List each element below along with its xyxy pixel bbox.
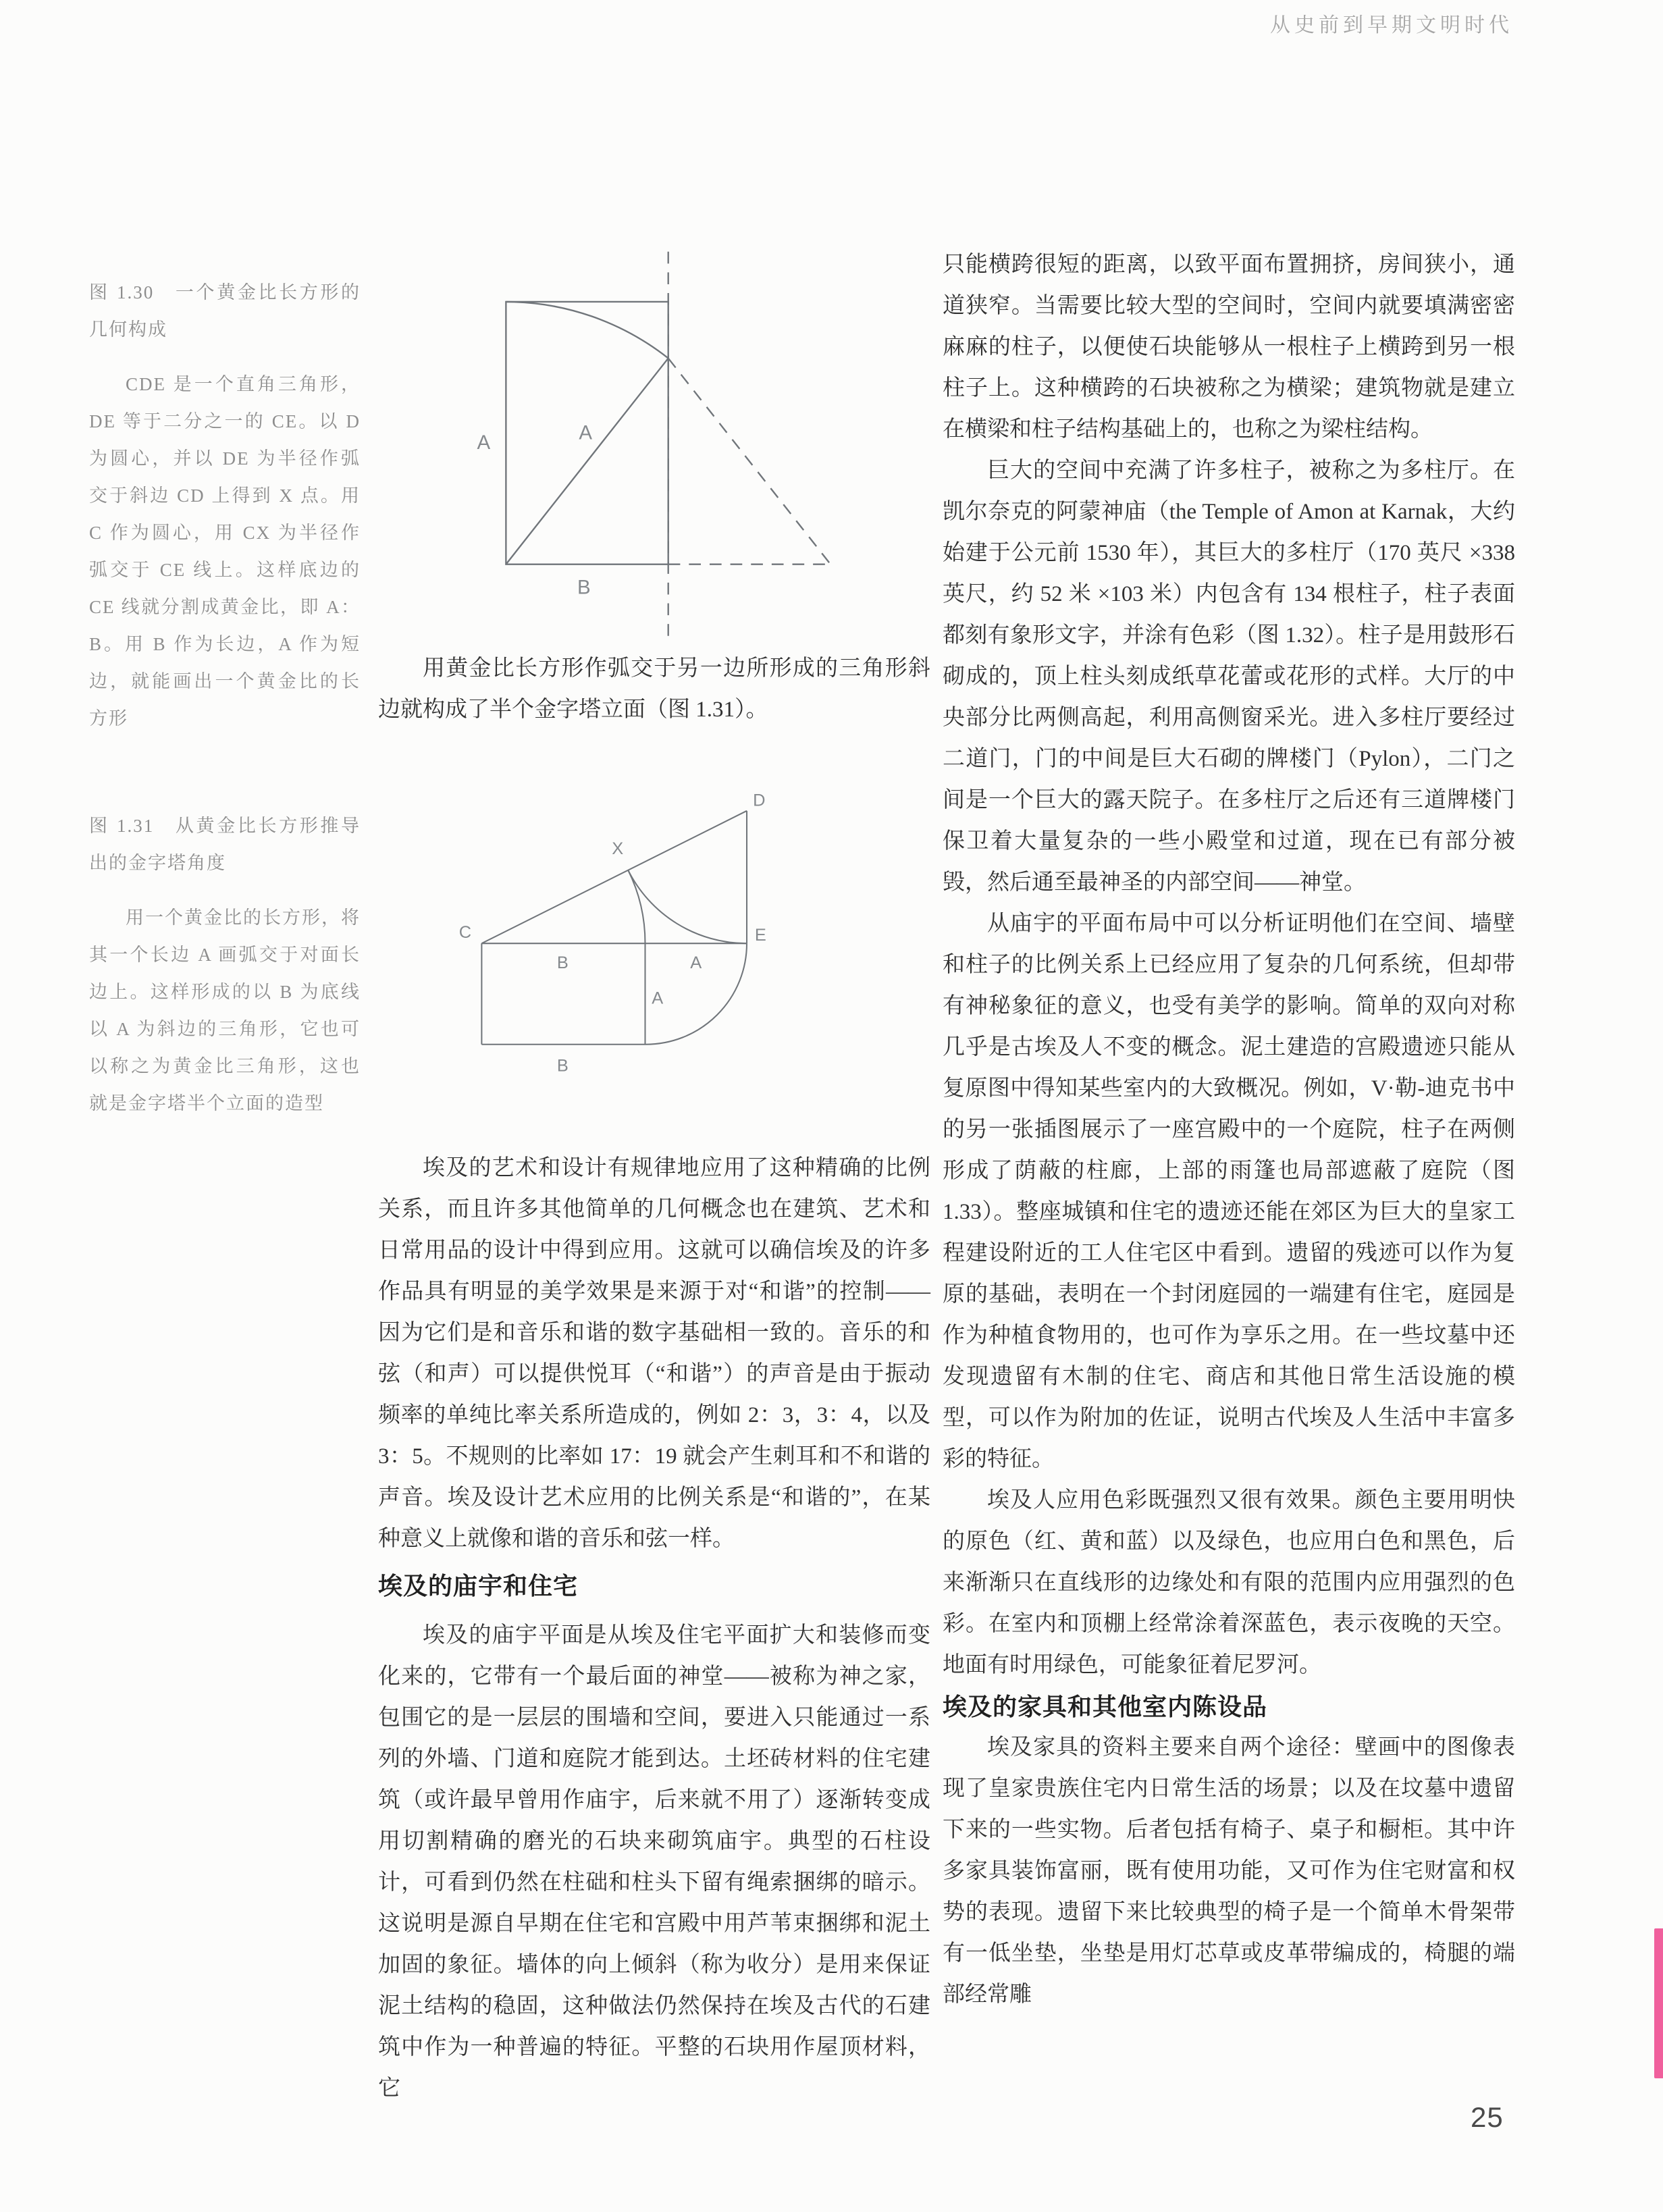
right-column [943, 244, 1515, 2016]
arc-long-side [506, 302, 668, 359]
label-x: X [612, 839, 624, 858]
figure-label: 图 1.30 [89, 282, 155, 302]
paragraph: 埃及的庙宇平面是从埃及住宅平面扩大和装修而变化来的，它带有一个最后面的神堂——被称为神之家，包围它的是一层层的围墙和空间，要进入只能通过一系列的外墙、门道和庭院才能到达。土坯砖材料的住宅建筑（或许最早曾用作庙宇，后来就不用了）逐渐转变成用切割精确的磨光的石块来砌筑庙宇。典型的石柱设计，可看到仍然在柱础和柱头下留有绳索捆绑的暗示。这说明是源自早期在住宅和宫殿中用芦苇束捆绑和泥土加固的象征。墙体的向上倾斜（称为收分）是用来保证泥土结构的稳固，这种做法仍然保持在埃及古代的石建筑中作为一种普遍的特征。平整的石块用作屋顶材料，它 [378, 1623, 930, 2101]
line-cd-hypotenuse [481, 811, 747, 943]
label-diagonal-a: A [579, 421, 593, 444]
paragraph-continuation: 只能横跨很短的距离，以致平面布置拥挤，房间狭小，通道狭窄。当需要比较大型的空间时，空间内就要填满密密麻麻的柱子，以便使石块能够从一根柱子上横跨到另一根柱子上。这种横跨的石块被称之为横梁；建筑物就是建立在横梁和柱子结构基础上的，也称之为梁柱结构。 [943, 253, 1515, 442]
arc-de-radius [628, 870, 747, 943]
figure-title: 一个黄金比长方形的几何构成 [89, 282, 361, 340]
paragraph: 从庙宇的平面布局中可以分析证明他们在空间、墙壁和柱子的比例关系上已经应用了复杂的几何系统，但却带有神秘象征的意义，也受有美学的影响。简单的双向对称几乎是古埃及人不变的概念。泥土建造的宫殿遗迹只能从复原图中得知某些室内的大致概况。例如，V·勒-迪克书中的另一张插图展示了一座宫殿中的一个庭院，柱子在两侧形成了荫蔽的柱廊，上部的雨篷也局部遮蔽了庭院（图 1.33）。整座城镇和住宅的遗迹还能在郊区为巨大的皇家工程建设附近的工人住宅区中看到。遗留的残迹可以作为复原的基础，表明在一个封闭庭园的一端建有住宅，庭园是作为种植食物用的，也可作为享乐之用。在一些坟墓中还发现遗留有木制的住宅、商店和其他日常生活设施的模型，可以作为附加的佐证，说明古代埃及人生活中丰富多彩的特征。 [943, 912, 1515, 1471]
middle-paragraph-2 [378, 1615, 930, 2109]
label-a-top: A [690, 953, 702, 972]
scan-edge-mark [1654, 1928, 1663, 2078]
label-b-top: B [556, 953, 569, 972]
label-d: D [753, 791, 766, 810]
section-heading-temples [378, 1565, 930, 1606]
golden-rectangle-pyramid-diagram [442, 226, 888, 641]
figure-caption-1-31 [89, 808, 361, 1122]
section-heading-furniture: 埃及的家具和其他室内陈设品 [943, 1693, 1268, 1720]
hypotenuse-solid [506, 359, 668, 564]
paragraph: 埃及的艺术和设计有规律地应用了这种精确的比例关系，而且许多其他简单的几何概念也在建筑、艺术和日常用品的设计中得到应用。这就可以确信埃及的许多作品具有明显的美学效果是来源于对“和谐”的控制——因为它们是和音乐和谐的数字基础相一致的。音乐的和弦（和声）可以提供悦耳（“和谐”）的声音是由于振动频率的单纯比率关系所造成的，例如 2：3，3：4，以及 3：5。不规则的比率如 17：19 就会产生刺耳和不和谐的声音。埃及设计艺术应用的比例关系是“和谐的”，在某种意义上就像和谐的音乐和弦一样。 [378, 1156, 930, 1551]
figure-caption-1-30 [89, 274, 361, 737]
running-header: 从史前到早期文明时代 [1270, 14, 1513, 36]
paragraph: 埃及人应用色彩既强烈又很有效果。颜色主要用明快的原色（红、黄和蓝）以及绿色，也应用白色和黑色，后来渐渐只在直线形的边缘处和有限的范围内应用强烈的色彩。在室内和顶棚上经常涂着深蓝色，表示夜晚的天空。地面有时用绿色，可能象征着尼罗河。 [943, 1488, 1515, 1677]
arc-cx-radius [628, 870, 645, 943]
label-b-bottom: B [556, 1056, 569, 1076]
heading: 埃及的庙宇和住宅 [378, 1572, 579, 1600]
figure-title: 从黄金比长方形推导出的金字塔角度 [89, 816, 361, 873]
caption-body: 用一个黄金比的长方形，将其一个长边 A 画弧交于对面长边上。这样形成的以 B 为底线以 A 为斜边的三角形，它也可以称之为黄金比三角形，这也就是金字塔半个立面的造型 [89, 907, 361, 1113]
golden-section-construction-diagram [432, 737, 899, 1136]
label-base-b: B [577, 576, 591, 599]
label-c: C [458, 923, 472, 943]
label-side-a: A [477, 431, 491, 454]
paragraph: 用黄金比长方形作弧交于另一边所形成的三角形斜边就构成了半个金字塔立面（图 1.31）。 [378, 656, 930, 722]
hypotenuse-dashed-mirror [668, 359, 830, 564]
label-e: E [754, 926, 766, 945]
paragraph: 巨大的空间中充满了许多柱子，被称之为多柱厅。在凯尔奈克的阿蒙神庙（the Temple of Amon at Karnak，大约始建于公元前 1530 年），其巨大的多柱厅（170 英尺 ×338 英尺，约 52 米 ×103 米）内包含有 134 根柱子，柱子表面都刻有象形文字，并涂有色彩（图 1.32）。柱子是用鼓形石砌成的，顶上柱头刻成纸草花蕾或花形的式样。大厅的中央部分比两侧高起，利用高侧窗采光。进入多柱厅要经过二道门，门的中间是巨大石砌的牌楼门（Pylon），二门之间是一个巨大的露天院子。在多柱厅之后还有三道牌楼门保卫着大量复杂的一些小殿堂和过道，现在已有部分被毁，然后通至最神圣的内部空间——神堂。 [943, 458, 1515, 895]
page-number: 25 [1471, 2101, 1504, 2133]
figure-label: 图 1.31 [89, 816, 155, 836]
bridge-paragraph [378, 648, 930, 731]
diagram-canvas [442, 226, 888, 641]
caption-title [89, 274, 361, 348]
middle-paragraph-1 [378, 1148, 930, 1560]
caption-body: CDE 是一个直角三角形，DE 等于二分之一的 CE。以 D 为圆心，并以 DE 为半径作弧交于斜边 CD 上得到 X 点。用 C 作为圆心，用 CX 为半径作弧交于 CE 线上。这样底边的 CE 线就分割成黄金比，即 A：B。用 B 作为长边，A 作为短边，就能画出一个黄金比的长方形 [89, 374, 361, 729]
caption-title [89, 808, 361, 882]
paragraph: 埃及家具的资料主要来自两个途径：壁画中的图像表现了皇家贵族住宅内日常生活的场景；以及在坟墓中遗留下来的一些实物。后者包括有椅子、桌子和橱柜。其中许多家具装饰富丽，既有使用功能，又可作为住宅财富和权势的表现。遗留下来比较典型的椅子是一个简单木骨架带有一低坐垫，坐垫是用灯芯草或皮革带编成的，椅腿的端部经常雕 [943, 1735, 1515, 2007]
diagram-canvas [432, 737, 899, 1136]
label-a-mid: A [652, 989, 664, 1008]
